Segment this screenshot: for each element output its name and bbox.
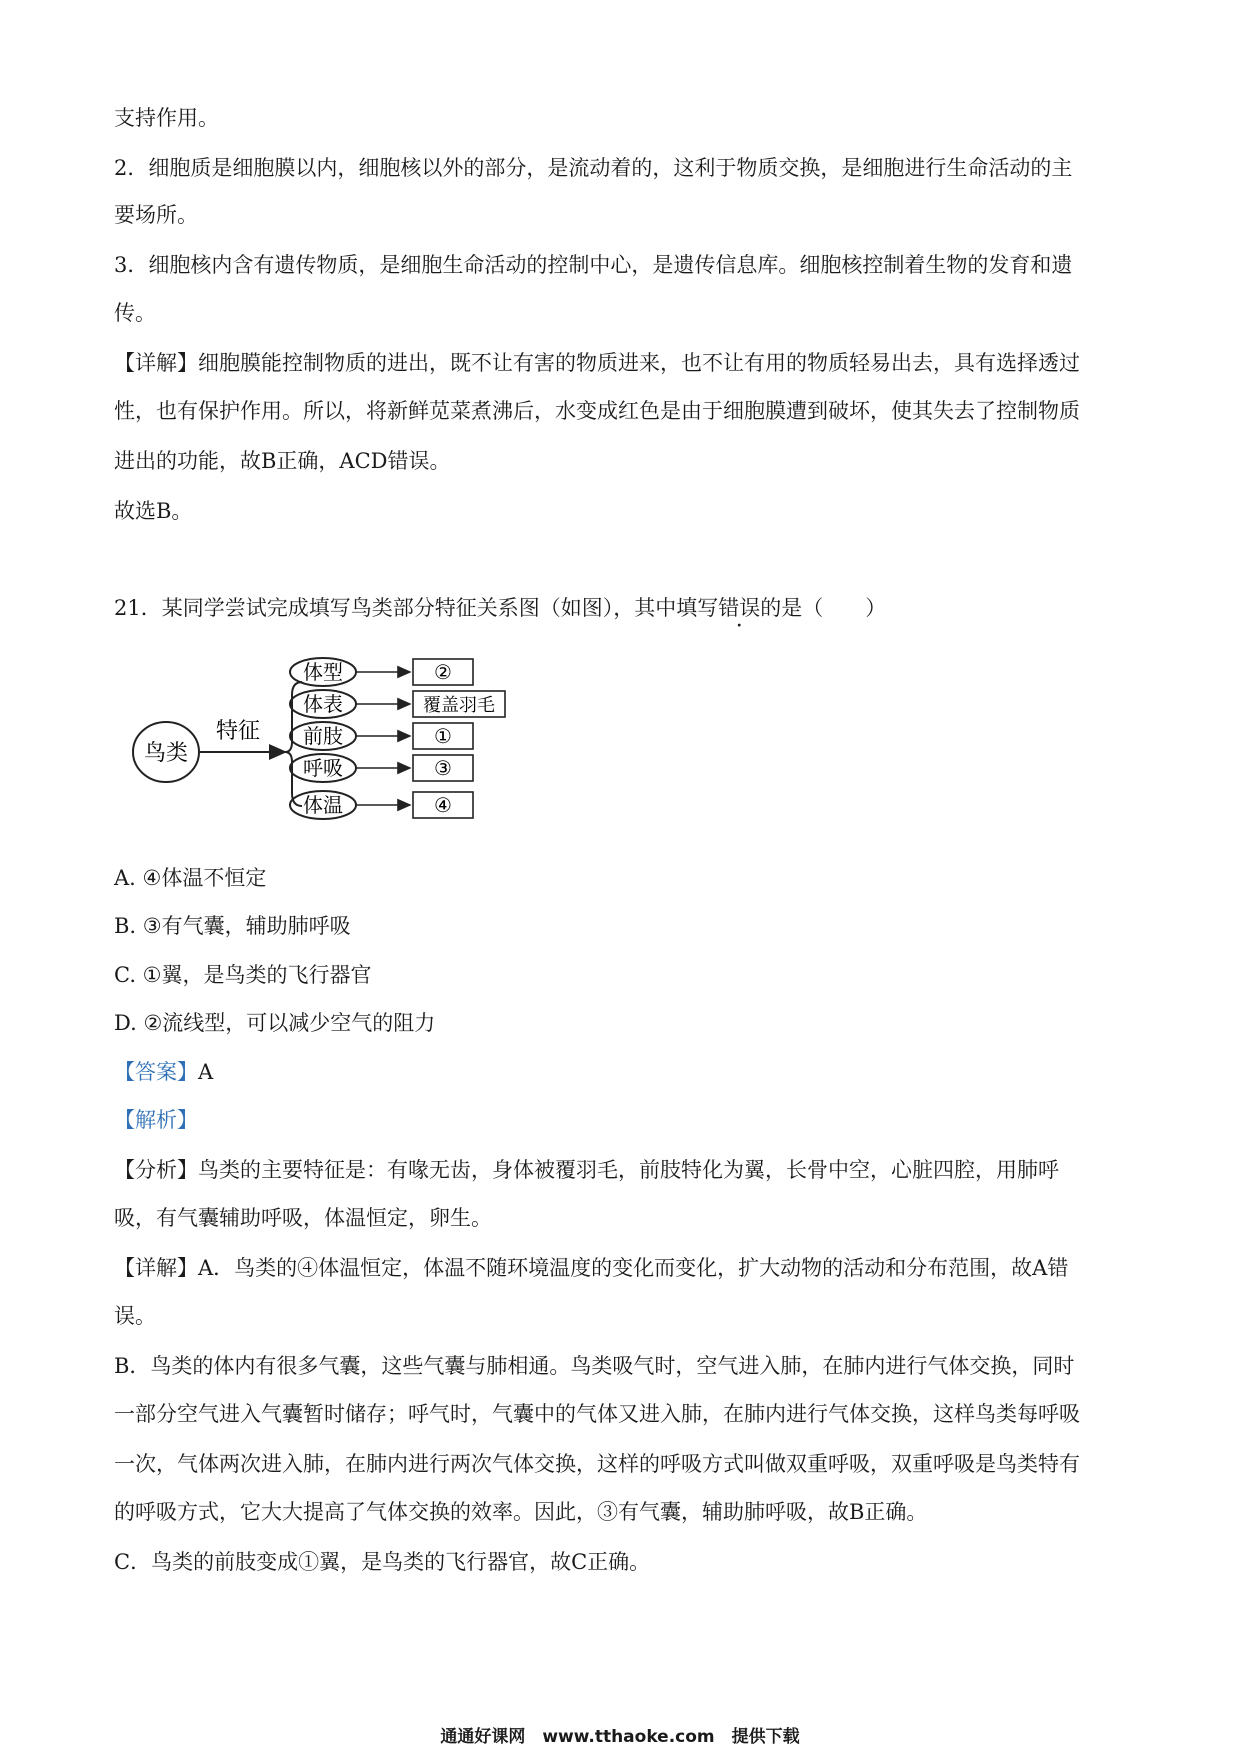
feature-box-label: 覆盖羽毛 [423,695,495,716]
text-line: 性，也有保护作用。所以，将新鲜苋菜煮沸后，水变成红色是由于细胞膜遭到破坏，使其失去了控制物质 [114,399,1080,423]
question-stem [114,593,1124,623]
text-line: 传。 [114,301,156,325]
feature-box-label: ② [434,660,452,684]
text-line: 3．细胞核内含有遗传物质，是细胞生命活动的控制中心，是遗传信息库。细胞核控制着生物的发育和遗 [114,253,1073,277]
option-b: B. ③有气囊，辅助肺呼吸 [114,914,351,938]
text-line: 一次，气体两次进入肺，在肺内进行两次气体交换，这样的呼吸方式叫做双重呼吸，双重呼吸是鸟类特有 [114,1452,1080,1476]
answer-value: A [198,1060,214,1084]
text-line: 误。 [114,1304,156,1328]
feature-label: 呼吸 [303,756,343,780]
stem-part: 的是（ ） [760,596,887,620]
text-line: 进出的功能，故B正确，ACD错误。 [114,449,451,473]
option-d: D. ②流线型，可以减少空气的阻力 [114,1011,436,1035]
analysis-tag: 【解析】 [114,1108,198,1132]
root-label: 鸟类 [143,741,189,766]
stem-part: 21．某同学尝试完成填写鸟类部分特征关系图（如图），其中填写 [114,596,719,620]
text-line: 支持作用。 [114,106,219,130]
text-line: C．鸟类的前肢变成①翼，是鸟类的飞行器官，故C正确。 [114,1550,651,1574]
brace [285,682,302,806]
option-c: C. ①翼，是鸟类的飞行器官 [114,963,372,987]
bird-features-diagram [130,650,570,850]
text-line: 【详解】细胞膜能控制物质的进出，既不让有害的物质进来，也不让有用的物质轻易出去，具有选择透过 [114,351,1080,375]
feature-label: 体温 [303,793,343,817]
feature-label: 前肢 [303,724,343,748]
option-a: A. ④体温不恒定 [114,866,267,890]
text-line: B．鸟类的体内有很多气囊，这些气囊与肺相通。鸟类吸气时，空气进入肺，在肺内进行气体交换，同时 [114,1354,1075,1378]
feature-box-label: ③ [434,756,452,780]
emphasized-word: 错误 [718,596,761,620]
answer-line [114,1057,1124,1087]
feature-box-label: ④ [434,793,452,817]
answer-tag: 【答案】 [114,1060,198,1084]
text-line: 要场所。 [114,203,198,227]
text-line: 故选B。 [114,499,193,523]
text-line: 【详解】A．鸟类的④体温恒定，体温不随环境温度的变化而变化，扩大动物的活动和分布范围，故A错 [114,1256,1069,1280]
feature-box-label: ① [434,724,452,748]
text-line: 【分析】鸟类的主要特征是：有喙无齿，身体被覆羽毛，前肢特化为翼，长骨中空，心脏四腔，用肺呼 [114,1158,1059,1182]
edge-label: 特征 [215,719,261,744]
text-line: 2．细胞质是细胞膜以内，细胞核以外的部分，是流动着的，这利于物质交换，是细胞进行生命活动的主 [114,156,1073,180]
footer: 通通好课网 www.tthaoke.com 提供下载 [440,1727,800,1747]
text-line: 的呼吸方式，它大大提高了气体交换的效率。因此，③有气囊，辅助肺呼吸，故B正确。 [114,1500,928,1524]
text-line: 吸，有气囊辅助呼吸，体温恒定，卵生。 [114,1206,492,1230]
feature-label: 体表 [303,692,343,716]
feature-label: 体型 [303,660,343,684]
text-line: 一部分空气进入气囊暂时储存；呼气时，气囊中的气体又进入肺，在肺内进行气体交换，这样鸟类每呼吸 [114,1402,1080,1426]
